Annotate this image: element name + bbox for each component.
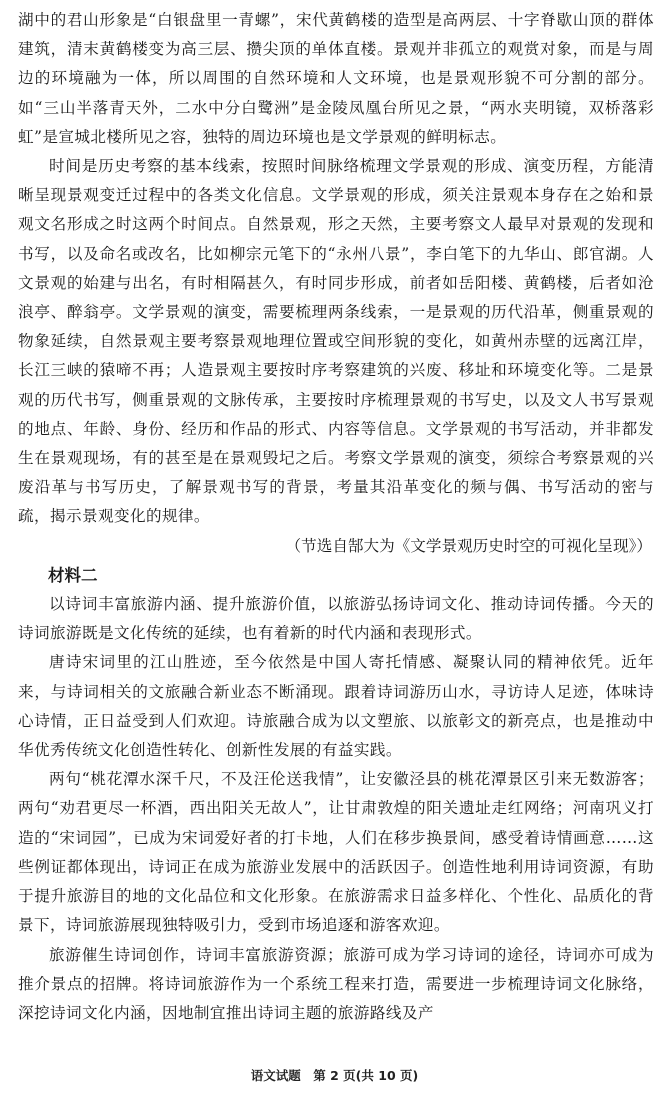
material-one-body [18, 6, 654, 532]
material-two-body [18, 590, 654, 1028]
page-footer: 语文试题 第 2 页(共 10 页) [250, 1068, 419, 1083]
body-paragraph: 时间是历史考察的基本线索，按照时间脉络梳理文学景观的形成、演变历程，方能清晰呈现景观变迁过程中的各类文化信息。文学景观的形成，须关注景观本身存在之始和景观文名形成之时这两个时间点。自然景观，形之天然，主要考察文人最早对景观的发现和书写，以及命名或改名，比如柳宗元笔下的“永州八景”，李白笔下的九华山、郎官湖。人文景观的始建与出名，有时相隔甚久，有时同步形成，前者如岳阳楼、黄鹤楼，后者如沧浪亭、醉翁亭。文学景观的演变，需要梳理两条线索，一是景观的历代沿革，侧重景观的物象延续，自然景观主要考察景观地理位置或空间形貌的变化，如黄州赤壁的远离江岸，长江三峡的猿啼不再；人造景观主要按时序考察建筑的兴废、移址和环境变化等。二是景观的历代书写，侧重景观的文脉传承，主要按时序梳理景观的书写史，以及文人书写景观的地点、年龄、身份、经历和作品的形式、内容等信息。文学景观的书写活动，并非都发生在景观现场，有的甚至是在景观毁圮之后。考察文学景观的演变，须综合考察景观的兴废沿革与书写历史，了解景观书写的背景，考量其沿革变化的频与偶、书写活动的密与疏，揭示景观变化的规律。 [18, 157, 654, 526]
body-paragraph: 两句“桃花潭水深千尺，不及汪伦送我情”，让安徽泾县的桃花潭景区引来无数游客；两句“劝君更尽一杯酒，西出阳关无故人”，让甘肃敦煌的阳关遗址走红网络；河南巩义打造的“宋词园”，已成为宋词爱好者的打卡地，人们在移步换景间，感受着诗情画意……这些例证都体现出，诗词正在成为旅游业发展中的活跃因子。创造性地利用诗词资源，有助于提升旅游目的地的文化品位和文化形象。在旅游需求日益多样化、个性化、品质化的背景下，诗词旅游展现独特吸引力，受到市场追逐和游客欢迎。 [18, 770, 654, 935]
body-paragraph: 唐诗宋词里的江山胜迹，至今依然是中国人寄托情感、凝聚认同的精神依凭。近年来，与诗词相关的文旅融合新业态不断涌现。跟着诗词游历山水，寻访诗人足迹，体味诗心诗情，正日益受到人们欢迎。诗旅融合成为以文塑旅、以旅彰文的新亮点，也是推动中华优秀传统文化创造性转化、创新性发展的有益实践。 [18, 653, 654, 760]
body-paragraph: 旅游催生诗词创作，诗词丰富旅游资源；旅游可成为学习诗词的途径，诗词亦可成为推介景点的招牌。将诗词旅游作为一个系统工程来打造，需要进一步梳理诗词文化脉络，深挖诗词文化内涵，因地制宜推出诗词主题的旅游路线及产 [18, 945, 654, 1022]
body-paragraph: 以诗词丰富旅游内涵、提升旅游价值，以旅游弘扬诗词文化、推动诗词传播。今天的诗词旅游既是文化传统的延续，也有着新的时代内涵和表现形式。 [18, 595, 654, 643]
material-two-heading: 材料二 [48, 565, 98, 585]
body-paragraph: 湖中的君山形象是“白银盘里一青螺”，宋代黄鹤楼的造型是高两层、十字脊歇山顶的群体建筑，清末黄鹤楼变为高三层、攒尖顶的单体直楼。景观并非孤立的观赏对象，而是与周边的环境融为一体，所以周围的自然环境和人文环境，也是景观形貌不可分割的部分。如“三山半落青天外，二水中分白鹭洲”是金陵凤凰台所见之景，“两水夹明镜，双桥落彩虹”是宣城北楼所见之容，独特的周边环境也是文学景观的鲜明标志。 [18, 11, 654, 146]
source-citation: （节选自郜大为《文学景观历史时空的可视化呈现》） [285, 536, 652, 555]
document-page [18, 6, 654, 1028]
